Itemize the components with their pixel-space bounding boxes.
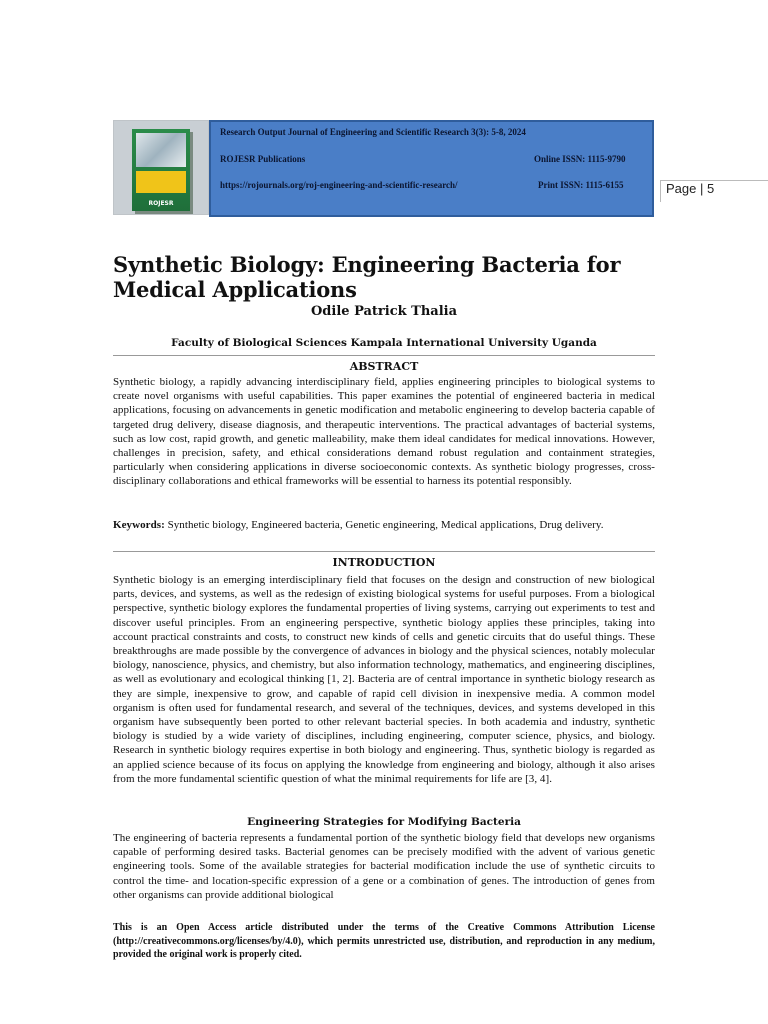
introduction-heading: INTRODUCTION	[332, 556, 436, 569]
journal-cover-image	[113, 120, 209, 215]
keywords-line	[113, 518, 655, 532]
abstract-text: Synthetic biology, a rapidly advancing interdisciplinary field, applies engineering principles to biological systems to create novel organisms with useful capabilities. This paper examines the potential of engineered bacteria in medical applications, focusing on advancements in genetic modification and metabolic engineering to develop bacteria capable of targeted drug delivery, disease diagnosis, and therapeutic interventions. The practical advantages of bacterial systems, such as low cost, rapid growth, and genetic malleability, make them ideal candidates for medical innovations. However, challenges in precision, safety, and ethical considerations demand robust regulation and containment strategies, particularly when considering applications in diverse socioeconomic contexts. As synthetic biology progresses, cross-disciplinary collaborations and ethical frameworks will be essential to harness its potential responsibly.	[113, 376, 655, 488]
strategies-text: The engineering of bacteria represents a fundamental portion of the synthetic biology field that develops new organisms capable of performing desired tasks. Bacterial genomes can be precisely modified with the advent of various genetic engineering tools. Some of the available strategies for bacterial modification include the use of synthetic circuits to control the time- and location-specific expression of a gene or a combination of genes. The introduction of genes from other organisms can provide additional biological	[113, 832, 655, 901]
author-affiliation: Faculty of Biological Sciences Kampala International University Uganda	[171, 337, 597, 349]
print-issn: Print ISSN: 1115-6155	[538, 180, 624, 190]
abstract-top-rule	[113, 355, 655, 356]
page-number-divider	[660, 180, 661, 202]
journal-cover-book	[132, 129, 190, 211]
journal-url[interactable]: https://rojournals.org/roj-engineering-and-scientific-research/	[220, 180, 458, 190]
journal-citation: Research Output Journal of Engineering and Scientific Research 3(3): 5-8, 2024	[220, 127, 526, 137]
keywords-list: Synthetic biology, Engineered bacteria, Genetic engineering, Medical applications, Drug delivery.	[167, 519, 604, 531]
cover-title-band	[136, 171, 186, 193]
abstract-heading: ABSTRACT	[349, 360, 419, 373]
introduction-top-rule	[113, 551, 655, 552]
introduction-text: Synthetic biology is an emerging interdisciplinary field that focuses on the design and construction of new biological parts, devices, and systems, as well as the redesign of existing biological systems for useful purposes. From a biological perspective, synthetic biology explores the fundamental properties of living systems, carrying out experiments to test and discover useful principles. From an engineering perspective, synthetic biology applies these principles, taking into account practical constraints and costs, to construct new kinds of cells and genetic circuits that do useful things. These breakthroughs are made possible by the convergence of advances in biology and the physical sciences, notably molecular biology, nanoscience, physics, and chemistry, but also information technology, mathematics, and engineering disciplines, as well as evolutionary and ecological thinking [1, 2]. Bacteria are of central importance in synthetic biology research as they are simple, inexpensive to grow, and capable of rapid cell division in inexpensive media. A common model organism is often used for fundamental research, and several of the techniques, devices, and systems developed in this organism have subsequently been ported to other relevant bacterial species. In both academia and industry, synthetic biology is studied by a wide variety of disciplines, including engineering, computer science, physics, and biology. Research in synthetic biology requires expertise in both biology and engineering. Thus, synthetic biology is regarded as an applied science because of its focus on applying the knowledge from engineering and biology, although it also arises from the more fundamental scientific question of what the minimal requirements for life are [3, 4].	[113, 574, 655, 785]
keywords-label: Keywords:	[113, 519, 165, 531]
journal-header-box	[209, 120, 654, 217]
strategies-heading: Engineering Strategies for Modifying Bacteria	[247, 816, 521, 828]
cover-photo	[136, 133, 186, 167]
author-name: Odile Patrick Thalia	[310, 304, 458, 319]
article-title: Synthetic Biology: Engineering Bacteria for Medical Applications	[113, 252, 621, 302]
page-number: Page | 5	[666, 181, 715, 196]
license-notice: This is an Open Access article distributed under the terms of the Creative Commons Attribution License (http://creativecommons.org/licenses/by/4.0), which permits unrestricted use, distribution, and reproduction in any medium, provided the original work is properly cited.	[113, 922, 655, 960]
online-issn: Online ISSN: 1115-9790	[534, 154, 626, 164]
publisher-name: ROJESR Publications	[220, 154, 306, 164]
cover-brand: ROJESR	[148, 200, 174, 207]
